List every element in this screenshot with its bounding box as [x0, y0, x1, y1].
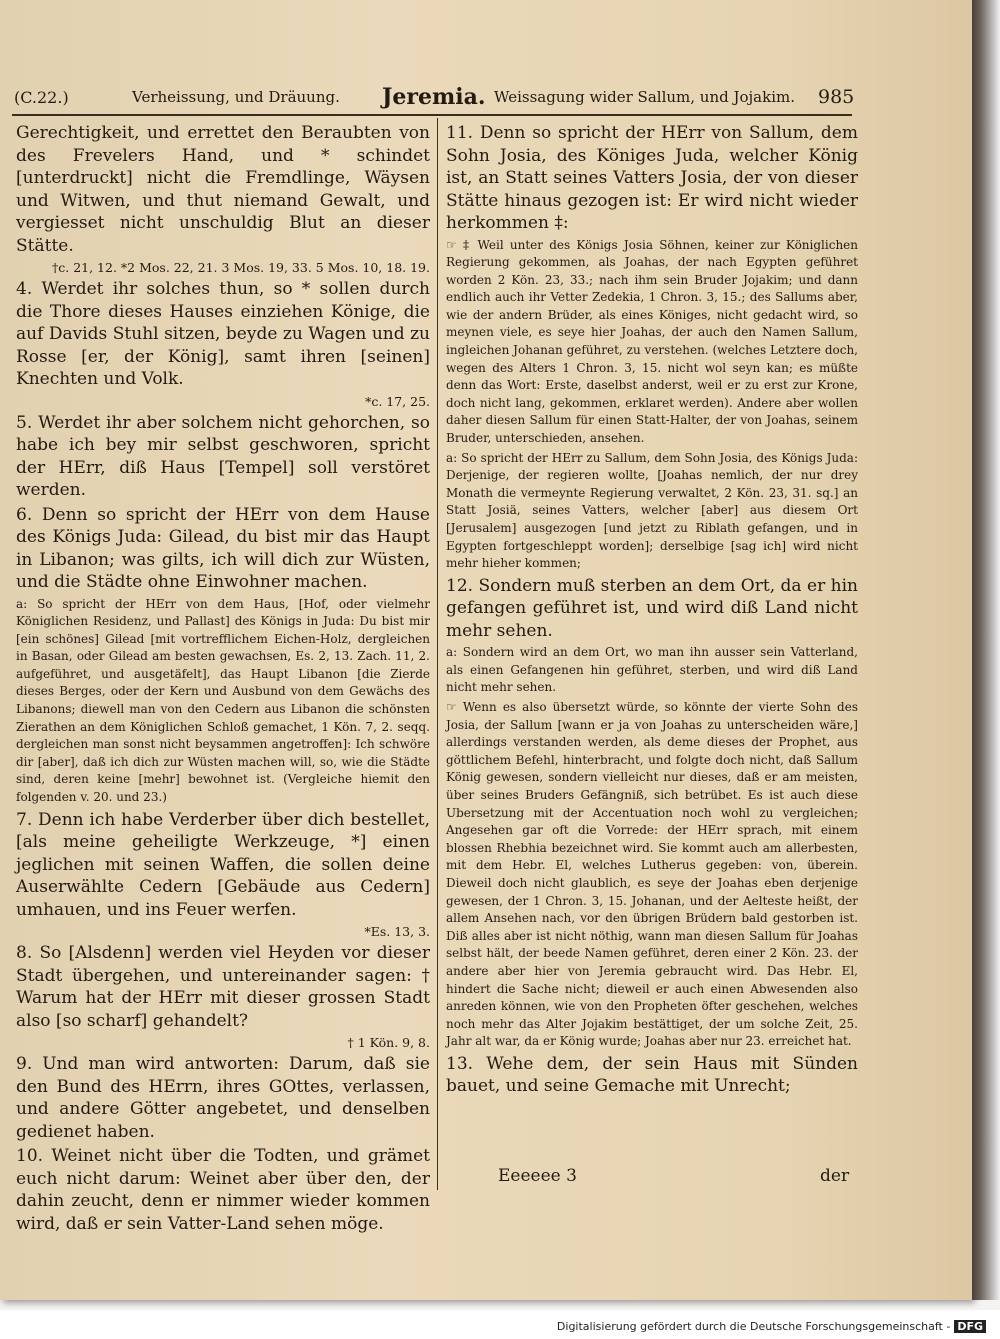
book-title: Jeremia. [382, 84, 486, 110]
signature-mark: Eeeeee 3 [498, 1166, 577, 1186]
commentary-note: ☞ ‡ Weil unter des Königs Josia Söhnen, keiner zur Königlichen Regierung gekommen, als Joahas, der nach Egypten geführet worden 2 Kön. 23, 33.; nach ihm sein Bruder Jojakim; und dann endlich auch ihr Vetter Zedekia, 1 Chron. 3, 15.; des Sallums aber, wie der andern Brüder, als eines Königes, nicht gedacht wird, so meynen viele, es seye hier Joahas, der auch den Namen Sallum, ingleichen Johanan geführet, zu verstehen. (welches Letztere doch, wegen des Alters 1 Chron. 3, 15. nicht wol seyn kan; es müßte denn das Wort: Erste, daselbst anderst, weil er zu erst zur Krone, doch nicht lang, gekommen, erklaret werden). Andere aber wollen daher diesen Sallum für einen Statt-Halter, der von Joahas, seinem Bruder, unterschieden, ansehen. [446, 237, 858, 446]
scan-edge [972, 0, 1000, 1300]
digitization-footer [557, 1320, 986, 1333]
verse-11: 11. Denn so spricht der HErr von Sallum, dem Sohn Josia, des Königes Juda, welcher König ist, an Statt seines Vatters Josia, der von dieser Stätte hinaus gezogen ist: Er wird nicht wieder herkommen ‡: [446, 123, 858, 233]
verse-9: 9. Und man wird antworten: Darum, daß sie den Bund des HErrn, ihres GOttes, verlassen, und andere Götter angebetet, und denselben gedienet haben. [16, 1054, 430, 1142]
catchword: der [820, 1166, 850, 1186]
dfg-logo: DFG [954, 1320, 986, 1333]
right-running-title: Weissagung wider Sallum, und Jojakim. [494, 88, 795, 106]
cross-reference: †c. 21, 12. *2 Mos. 22, 21. 3 Mos. 19, 33. 5 Mos. 10, 18. 19. [52, 260, 430, 275]
verse-12: 12. Sondern muß sterben an dem Ort, da er hin gefangen geführet ist, und wird diß Land nicht mehr sehen. [446, 575, 858, 641]
page-number: 985 [818, 86, 855, 108]
verse-10: 10. Weinet nicht über die Todten, und grämet euch nicht darum: Weinet aber über den, der dahin zeucht, denn er nimmer wieder kommen wird, daß er sein Vatter-Land sehen möge. [16, 1146, 430, 1234]
verse-7: 7. Denn ich habe Verderber über dich bestellet, [als meine geheiligte Werkzeuge, *] einen jeglichen mit seinen Waffen, die sollen deine Auserwählte Cedern [Gebäude aus Cedern] umhauen, und ins Feuer werfen. [16, 809, 430, 920]
cross-reference: *Es. 13, 3. [364, 924, 430, 940]
footer-text: Digitalisierung gefördert durch die Deutsche Forschungsgemeinschaft - [556, 1320, 951, 1333]
left-running-title: Verheissung, und Dräuung. [132, 88, 340, 106]
commentary-note: a: So spricht der HErr zu Sallum, dem Sohn Josia, des Königs Juda: Derjenige, der regieren wollte, [Joahas nemlich, der nur drey Monath die vermeynte Regierung verwaltet, 2 Kön. 23, 31. sq.] an Statt Josiä, seines Vatters, welcher [aber] aus diesem Ort [Jerusalem] ausgezogen [und jetzt zu Riblath gefangen, und in Egypten fortgeschleppt worden]; derselbige [sag ich] wird nicht mehr hieher kommen; [446, 450, 858, 571]
verse-8: 8. So [Alsdenn] werden viel Heyden vor dieser Stadt übergehen, und untereinander sagen: † Warum hat der HErr mit dieser grossen Stadt also [so scharf] gehandelt? [16, 943, 430, 1031]
running-header [12, 84, 855, 116]
column-divider [437, 118, 438, 1190]
chapter-number: (C.22.) [14, 88, 69, 107]
verse-13: 13. Wehe dem, der sein Haus mit Sünden bauet, und seine Gemache mit Unrecht; [446, 1053, 858, 1097]
verse-4: 4. Werdet ihr solches thun, so * sollen durch die Thore dieses Hauses einziehen Könige, die auf Davids Stuhl sitzen, beyde zu Wagen und zu Rosse [er, der König], samt ihren [seinen] Knechten und Volk. [16, 279, 430, 389]
verse-6: 6. Denn so spricht der HErr von dem Hause des Königs Juda: Gilead, du bist mir das Haupt in Libanon; was gilts, ich will dich zur Wüsten, und die Städte ohne Einwohner machen. [16, 504, 430, 592]
commentary-note: a: Sondern wird an dem Ort, wo man ihn ausser sein Vatterland, als einen Gefangenen hin geführet, sterben, und wird diß Land nicht mehr sehen. [446, 645, 858, 695]
right-column [446, 122, 858, 1172]
verse-3-continued: Gerechtigkeit, und errettet den Beraubten von des Frevelers Hand, und * schindet [unterdruckt] nicht die Fremdlinge, Wäysen und Witwen, und thut niemand Gewalt, und vergiesset nicht unschuldig Blut an dieser Stätte. [16, 123, 430, 256]
cross-reference: † 1 Kön. 9, 8. [347, 1035, 430, 1051]
commentary-note: ☞ Wenn es also übersetzt würde, so könnte der vierte Sohn des Josia, der Sallum [wann er ja von Joahas zu unterscheiden wäre,] allerdings verstanden werden, als deme dieses der Prophet, aus göttlichem Befehl, hinterbracht, und folgte doch nicht, daß Sallum König gewesen, sondern vielleicht nur dieses, daß er am meisten, über seines Bruders Gefängniß, sich betrübet. Es ist auch diese Ubersetzung mit der Accentuation noch wohl zu vergleichen; Angesehen gar oft die Vorrede: der HErr sprach, mit einem blossen Rhebhia bezeichnet wird. Sie kommt auch am allerbesten, mit dem Hebr. El, welches Lutherus gegeben: von, überein. Dieweil doch nicht glaublich, es seye der Joahas eben derjenige gewesen, der 1 Chron. 3, 15. Johanan, und der Aelteste heißt, der allem Ansehen nach, vor den übrigen Brüdern bald gestorben ist. Diß alles aber ist nicht nöthig, wann man diesen Sallum für Joahas selbst hält, der beede Namen geführet, deren einer 2 Kön. 23. der andere aber hier von Jeremia gebraucht wird. Das Hebr. El, hindert die Sache nicht; dieweil er auch einen Abwesenden also anreden können, wie von den Propheten öfter geschehen, welches noch mehr das Alter Jojakim bestättiget, der um solche Zeit, 25. Jahr alt war, da er König wurde; Joahas aber nur 23. erreichet hat. [446, 700, 858, 1049]
commentary-note: a: So spricht der HErr von dem Haus, [Hof, oder vielmehr Königlichen Residenz, und Pallast] des Königs in Juda: Du bist mir [ein schönes] Gilead [mit vortrefflichem Eichen-Holz, dergleichen in Basan, oder Gilead am besten gewachsen, Es. 2, 13. Zach. 11, 2. aufgeführet, und ausgetäfelt], das Haupt Libanon [die Zierde dieses Berges, oder der Kern und Ausbund von dem Gewächs des Libanons; diewell man von den Cedern aus Libanon die schönsten Zierathen an dem Königlichen Schloß gemachet, 1 Kön. 7, 2. seqq. dergleichen man sonst nicht beysammen angetroffen]: Ich schwöre dir [aber], daß ich dich zur Wüsten machen will, so, wie die Städte sind, deren keine [mehr] bewohnet ist. (Vergleiche hiemit den folgenden v. 20. und 23.) [16, 596, 430, 805]
left-column [16, 122, 430, 1234]
cross-reference: *c. 17, 25. [365, 393, 430, 409]
verse-5: 5. Werdet ihr aber solchem nicht gehorchen, so habe ich bey mir selbst geschworen, spricht der HErr, diß Haus [Tempel] soll verstöret werden. [16, 412, 430, 500]
